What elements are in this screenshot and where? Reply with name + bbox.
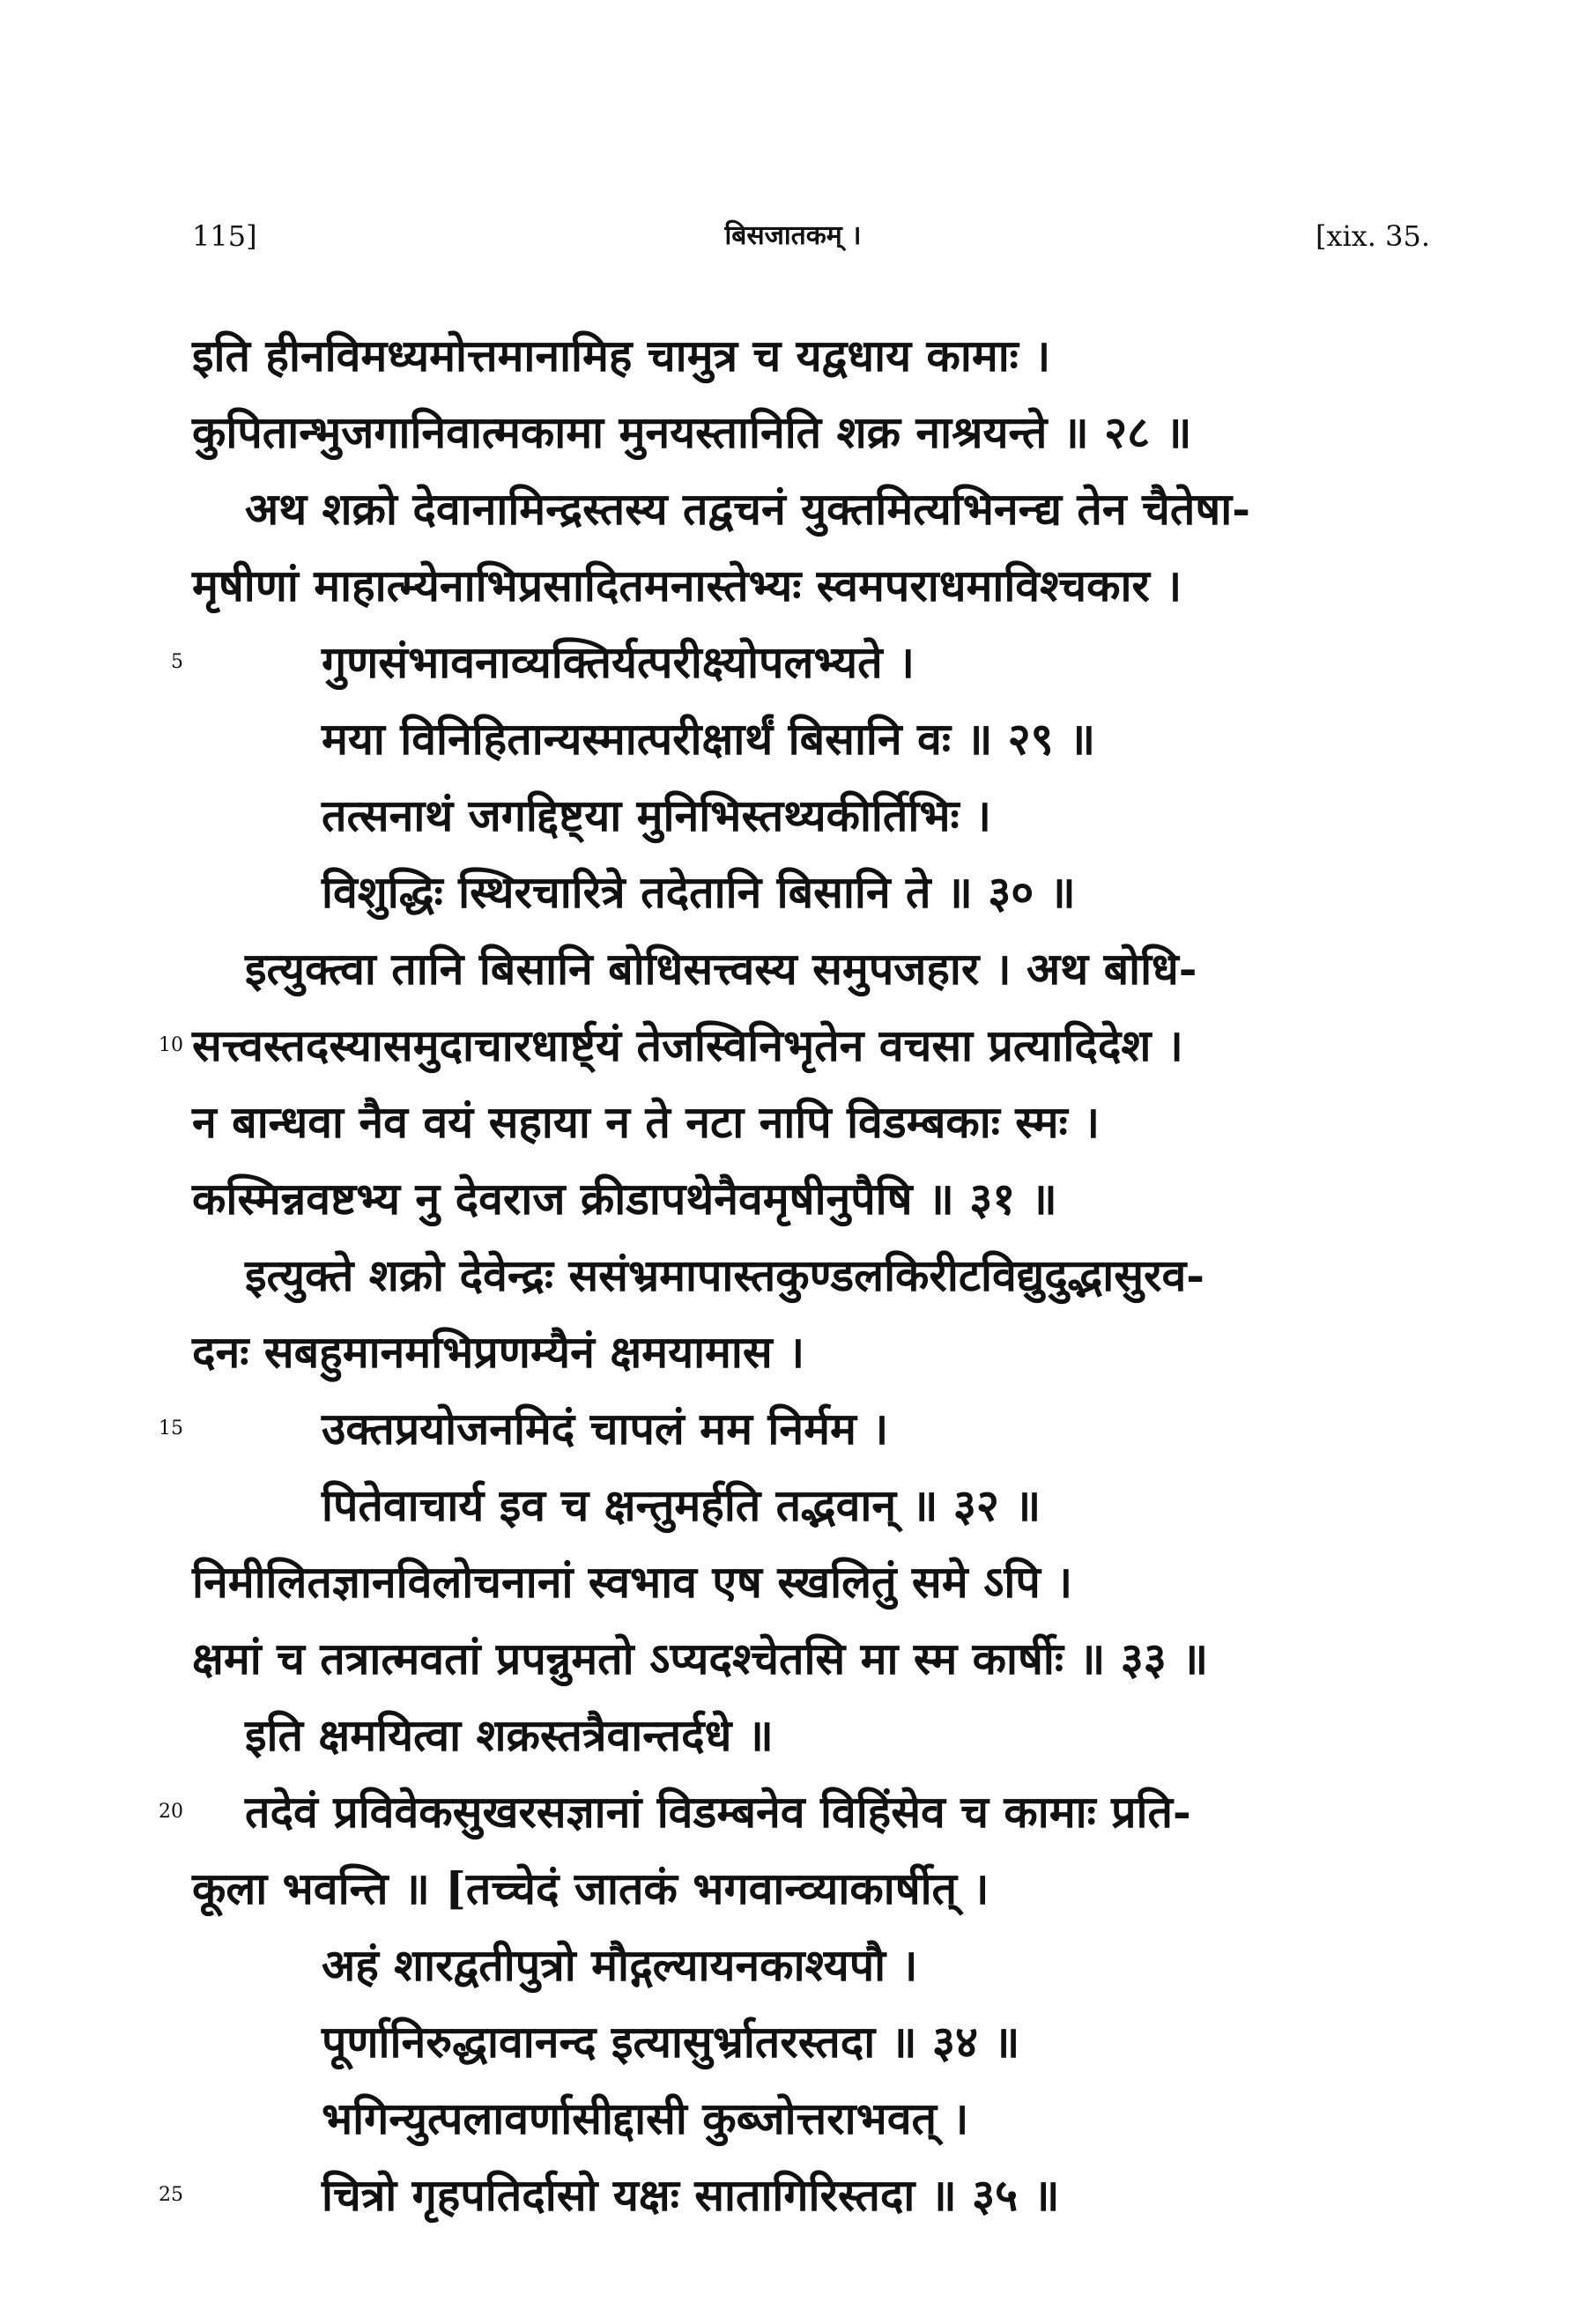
line-text: इति क्षमयित्वा शक्रस्तत्रैवान्तर्दधे ॥	[245, 1709, 774, 1761]
verse-line	[0, 2003, 1586, 2080]
line-text: पितेवाचार्य इव च क्षन्तुमर्हति तद्भवान् ॥ ३२ ॥	[322, 1479, 1041, 1531]
line-text: दनः सबहुमानमभिप्रणम्यैनं क्षमयामास ।	[192, 1326, 805, 1378]
line-text: कूला भवन्ति ॥ [तच्चेदं जातकं भगवान्व्याकार्षीत् ।	[192, 1862, 989, 1914]
line-text: इत्युक्ते शक्रो देवेन्द्रः ससंभ्रमापास्तकुण्डलकिरीटविद्युदुद्भासुरव-	[245, 1249, 1205, 1301]
prose-line	[0, 394, 1586, 470]
verse-line	[0, 1390, 1586, 1467]
line-text: न बान्धवा नैव वयं सहाया न ते नटा नापि विडम्बकाः स्मः ।	[192, 1096, 1101, 1148]
line-text: तत्सनाथं जगद्दिष्ट्या मुनिभिस्तथ्यकीर्तिभिः ।	[322, 789, 991, 841]
prose-line	[0, 1850, 1586, 1927]
prose-line	[0, 1543, 1586, 1620]
verse-line	[0, 2080, 1586, 2157]
prose-line	[0, 1620, 1586, 1697]
line-number: 15	[159, 1417, 183, 1440]
line-text: विशुद्धिः स्थिरचारित्रे तदेतानि बिसानि ते ॥ ३० ॥	[322, 866, 1076, 918]
verse-line	[0, 624, 1586, 700]
text-body	[0, 317, 1586, 2233]
line-text: भगिन्युत्पलावर्णासीद्दासी कुब्जोत्तराभवत् ।	[322, 2092, 969, 2144]
line-number: 5	[171, 651, 183, 673]
prose-line	[0, 1084, 1586, 1160]
prose-line	[0, 1697, 1586, 1773]
line-text: तदेवं प्रविवेकसुखरसज्ञानां विडम्बनेव विहिंसेव च कामाः प्रति-	[245, 1786, 1191, 1838]
line-number: 10	[159, 1034, 183, 1056]
line-number: 20	[159, 1801, 183, 1823]
line-text: निमीलितज्ञानविलोचनानां स्वभाव एष स्खलितुं समे ऽपि ।	[192, 1556, 1073, 1608]
prose-line	[0, 1007, 1586, 1084]
verse-line	[0, 2157, 1586, 2233]
line-text: मया विनिहितान्यस्मात्परीक्षार्थं बिसानि वः ॥ २९ ॥	[322, 713, 1096, 765]
section-reference: [xix. 35.	[1315, 219, 1430, 253]
line-text: चित्रो गृहपतिर्दासो यक्षः सातागिरिस्तदा ॥ ३५ ॥	[322, 2169, 1060, 2221]
prose-line	[0, 470, 1586, 547]
line-text: अथ शक्रो देवानामिन्द्रस्तस्य तद्वचनं युक्तमित्यभिनन्द्य तेन चैतेषा-	[245, 483, 1250, 535]
line-text: मृषीणां माहात्म्येनाभिप्रसादितमनास्तेभ्यः स्वमपराधमाविश्चकार ।	[192, 559, 1182, 611]
line-text: पूर्णानिरुद्धावानन्द इत्यासुर्भ्रातरस्तदा ॥ ३४ ॥	[322, 2016, 1020, 2068]
prose-line	[0, 547, 1586, 624]
verse-line	[0, 854, 1586, 930]
line-text: क्षमां च तत्रात्मवतां प्रपन्नुमतो ऽप्यदश्चेतसि मा स्म कार्षीः ॥ ३३ ॥	[192, 1632, 1209, 1684]
prose-line	[0, 1773, 1586, 1850]
line-text: उक्तप्रयोजनमिदं चापलं मम निर्मम ।	[322, 1403, 889, 1454]
prose-line	[0, 1237, 1586, 1314]
running-title: बिसजातकम् ।	[724, 220, 862, 251]
verse-line	[0, 1467, 1586, 1543]
verse-line	[0, 1927, 1586, 2003]
line-number: 25	[159, 2184, 183, 2206]
line-text: अहं शारद्वतीपुत्रो मौद्गल्यायनकाश्यपौ ।	[322, 1939, 918, 1991]
line-text: कुपितान्भुजगानिवात्मकामा मुनयस्तानिति शक्र नाश्रयन्ते ॥ २८ ॥	[192, 406, 1192, 458]
line-text: गुणसंभावनाव्यक्तिर्यत्परीक्ष्योपलभ्यते ।	[322, 636, 915, 688]
line-text: इति हीनविमध्यमोत्तमानामिह चामुत्र च यद्वधाय कामाः ।	[192, 329, 1051, 381]
verse-line	[0, 777, 1586, 854]
prose-line	[0, 1160, 1586, 1237]
verse-line	[0, 700, 1586, 777]
prose-line	[0, 930, 1586, 1007]
page-number: 115]	[192, 219, 257, 253]
line-text: सत्त्वस्तदस्यासमुदाचारधार्ष्ट्यं तेजस्विनिभृतेन वचसा प्रत्यादिदेश ।	[192, 1019, 1183, 1071]
line-text: कस्मिन्नवष्टभ्य नु देवराज क्रीडापथेनैवमृषीनुपैषि ॥ ३१ ॥	[192, 1173, 1057, 1225]
prose-line	[0, 1314, 1586, 1390]
page-header	[0, 210, 1586, 263]
line-text: इत्युक्त्वा तानि बिसानि बोधिसत्त्वस्य समुपजहार । अथ बोधि-	[245, 943, 1197, 995]
prose-line	[0, 317, 1586, 394]
